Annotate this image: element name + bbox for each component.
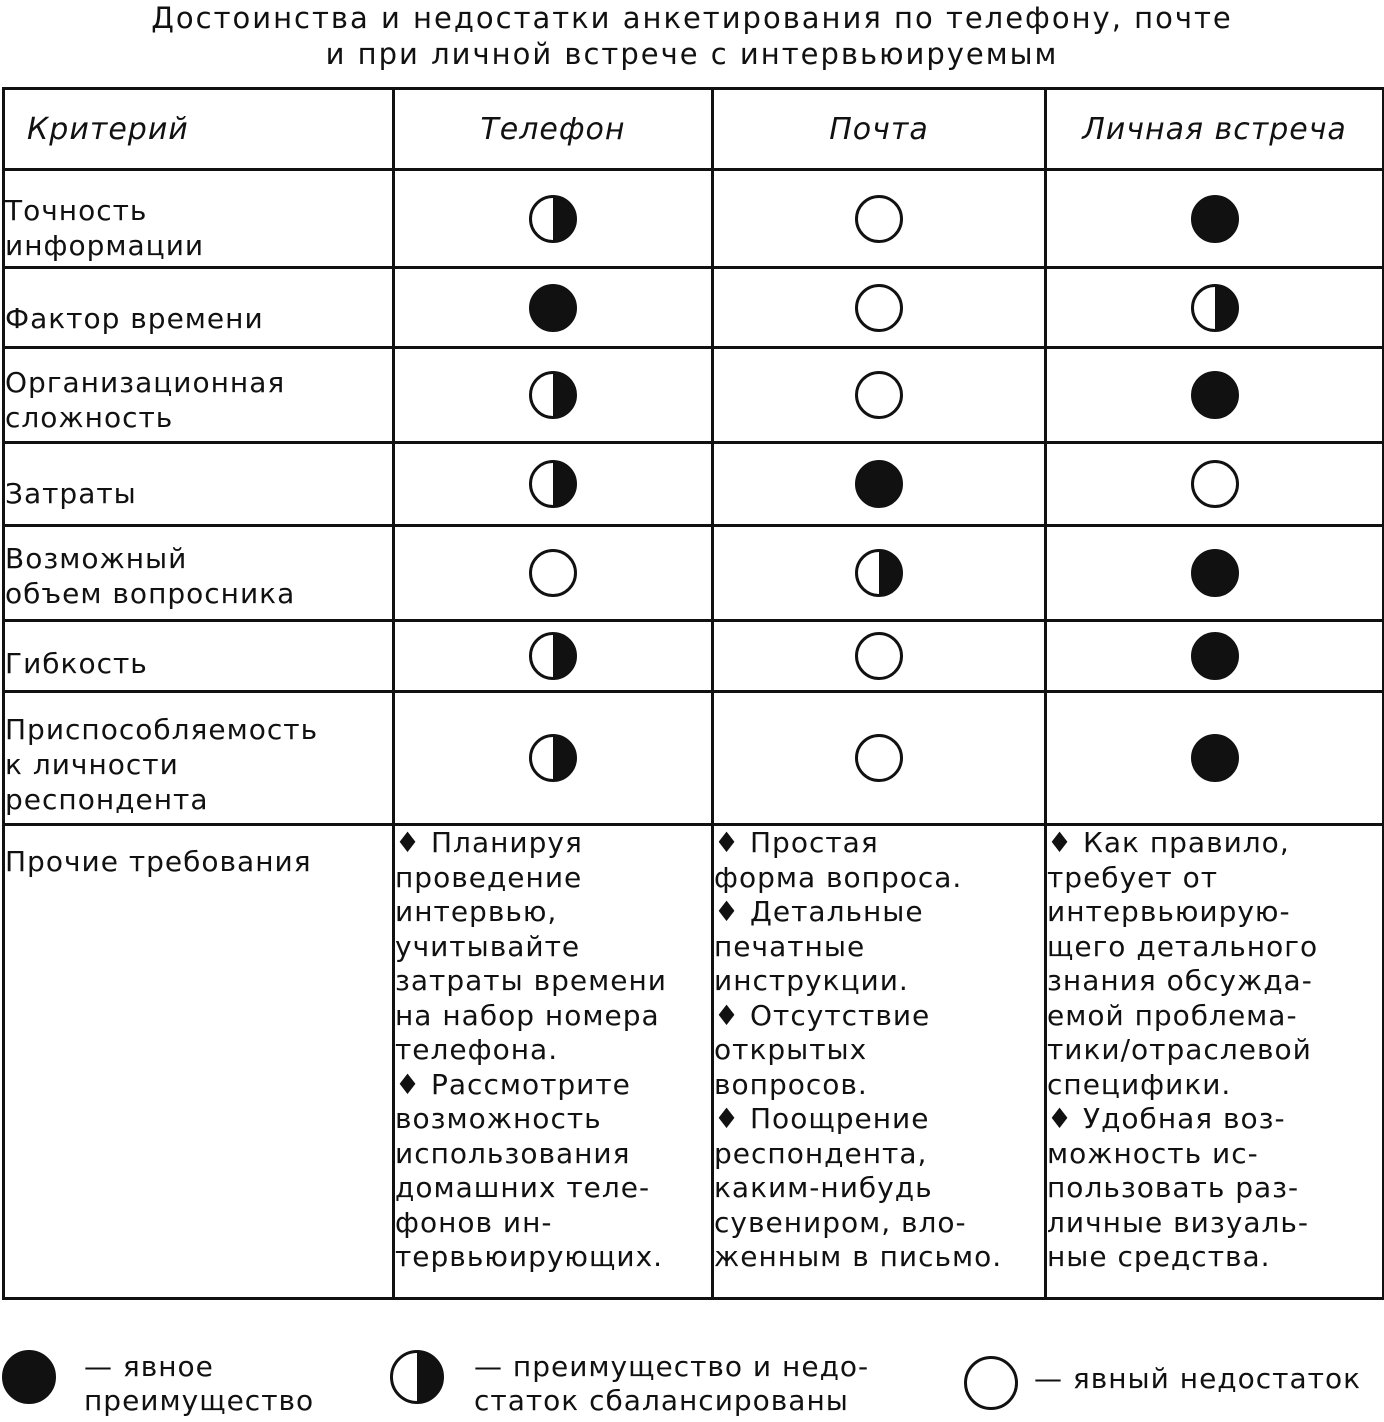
- note-line: форма вопроса.: [714, 860, 963, 894]
- criterion-label-line: Приспособляемость: [5, 712, 319, 746]
- table-row: [4, 170, 1384, 268]
- table-row: [4, 443, 1384, 526]
- note-line: ♦ Детальные: [714, 895, 924, 928]
- note-line: ♦ Как правило,: [1047, 826, 1290, 859]
- rating-cell-mail: [713, 268, 1046, 348]
- criterion-label-line: к личности: [5, 747, 179, 781]
- criterion-label-line: Гибкость: [5, 646, 148, 680]
- note-line: сувениром, вло-: [714, 1205, 967, 1239]
- empty-circle-icon: [1191, 460, 1239, 508]
- rating-cell-mail: [713, 621, 1046, 692]
- rating-cell-phone: [394, 268, 713, 348]
- criterion-label: [4, 692, 394, 825]
- rating-cell-mail: [713, 443, 1046, 526]
- half-circle-icon: [529, 371, 577, 419]
- empty-circle-icon: [855, 734, 903, 782]
- criterion-label-line: сложность: [5, 401, 174, 434]
- criterion-label: [4, 443, 394, 526]
- rating-cell-meeting: [1046, 348, 1384, 443]
- half-circle-icon: [855, 549, 903, 597]
- note-line: интервью,: [395, 895, 558, 928]
- note-line: знания обсужда-: [1047, 964, 1313, 997]
- note-line: использования: [395, 1136, 631, 1170]
- full-circle-icon: [2, 1350, 56, 1404]
- note-line: фонов ин-: [395, 1205, 553, 1239]
- rating-cell-mail: [713, 692, 1046, 825]
- header-phone: Телефон: [394, 89, 713, 170]
- note-line: женным в письмо.: [714, 1240, 1003, 1273]
- criterion-label-line: Затраты: [5, 476, 137, 510]
- note-line: респондента,: [714, 1136, 928, 1170]
- note-line: ♦ Поощрение: [714, 1102, 930, 1135]
- header-mail: Почта: [713, 89, 1046, 170]
- full-circle-icon: [1191, 371, 1239, 419]
- half-circle-icon: [529, 460, 577, 508]
- title-line-1: Достоинства и недостатки анкетирования по телефону, почте: [151, 1, 1233, 35]
- half-circle-icon: [390, 1350, 444, 1404]
- note-line: инструкции.: [714, 964, 909, 997]
- empty-circle-icon: [964, 1356, 1018, 1410]
- header-row: [4, 89, 1384, 170]
- half-circle-icon: [529, 632, 577, 680]
- title-line-2: и при личной встрече с интервьюируемым: [325, 37, 1059, 71]
- empty-circle-icon: [855, 632, 903, 680]
- note-line: интервьюирую-: [1047, 895, 1291, 928]
- criterion-label-line: респондента: [5, 782, 209, 816]
- legend-empty: [964, 1356, 1018, 1410]
- note-line: возможность: [395, 1102, 602, 1135]
- note-line: можность ис-: [1047, 1136, 1259, 1170]
- header-criterion: Критерий: [4, 89, 394, 170]
- legend-empty-text: — явный недостаток: [1034, 1362, 1361, 1395]
- full-circle-icon: [1191, 549, 1239, 597]
- criterion-label: Прочие требования: [4, 825, 394, 1299]
- criterion-label-line: Организационная: [5, 366, 286, 399]
- table-row-other-requirements: [4, 825, 1384, 1299]
- rating-cell-phone: [394, 692, 713, 825]
- empty-circle-icon: [855, 284, 903, 332]
- empty-circle-icon: [855, 371, 903, 419]
- note-line: ♦ Отсутствие: [714, 998, 931, 1032]
- rating-cell-phone: [394, 170, 713, 268]
- legend-full: [2, 1350, 56, 1404]
- legend: [0, 1340, 1384, 1422]
- table-row: [4, 268, 1384, 348]
- note-line: каким-нибудь: [714, 1171, 933, 1204]
- note-line: тервьюирующих.: [395, 1240, 664, 1273]
- rating-cell-mail: [713, 170, 1046, 268]
- criterion-label: [4, 268, 394, 348]
- note-line: на набор номера: [395, 998, 660, 1032]
- legend-half-text: — преимущество и недо- статок сбалансированы: [474, 1350, 870, 1417]
- note-line: открытых: [714, 1033, 868, 1066]
- rating-cell-mail: [713, 348, 1046, 443]
- note-line: ♦ Удобная воз-: [1047, 1102, 1286, 1135]
- note-line: ♦ Простая: [714, 826, 879, 859]
- full-circle-icon: [855, 460, 903, 508]
- rating-cell-phone: [394, 443, 713, 526]
- full-circle-icon: [1191, 734, 1239, 782]
- note-line: домашних теле-: [395, 1171, 651, 1204]
- note-line: проведение: [395, 860, 583, 894]
- note-line: учитывайте: [395, 929, 581, 963]
- note-line: щего детального: [1047, 929, 1319, 963]
- criterion-label-line: Фактор времени: [5, 302, 264, 335]
- notes-cell-phone: [394, 825, 713, 1299]
- criterion-label-line: информации: [5, 228, 205, 262]
- full-circle-icon: [529, 284, 577, 332]
- criterion-label: [4, 621, 394, 692]
- comparison-table: [2, 87, 1384, 1300]
- rating-cell-meeting: [1046, 692, 1384, 825]
- criterion-label-line: Точность: [5, 193, 148, 227]
- rating-cell-meeting: [1046, 170, 1384, 268]
- table-row: [4, 692, 1384, 825]
- note-line: требует от: [1047, 860, 1219, 894]
- header-meeting: Личная встреча: [1046, 89, 1384, 170]
- note-line: личные визуаль-: [1047, 1205, 1309, 1239]
- table-row: [4, 621, 1384, 692]
- rating-cell-phone: [394, 526, 713, 621]
- note-line: пользовать раз-: [1047, 1171, 1300, 1204]
- empty-circle-icon: [529, 549, 577, 597]
- rating-cell-meeting: [1046, 526, 1384, 621]
- legend-full-text: — явное преимущество: [84, 1350, 315, 1417]
- note-line: затраты времени: [395, 964, 667, 997]
- table-row: [4, 348, 1384, 443]
- note-line: вопросов.: [714, 1067, 868, 1101]
- half-circle-icon: [1191, 284, 1239, 332]
- full-circle-icon: [1191, 195, 1239, 243]
- note-line: специфики.: [1047, 1067, 1232, 1101]
- legend-half: [390, 1350, 444, 1404]
- criterion-label-line: Возможный: [5, 542, 188, 575]
- rating-cell-meeting: [1046, 268, 1384, 348]
- rating-cell-phone: [394, 348, 713, 443]
- full-circle-icon: [1191, 632, 1239, 680]
- note-line: ♦ Планируя: [395, 826, 583, 859]
- criterion-label: [4, 170, 394, 268]
- note-line: емой проблема-: [1047, 998, 1298, 1032]
- criterion-label: [4, 526, 394, 621]
- empty-circle-icon: [855, 195, 903, 243]
- half-circle-icon: [529, 734, 577, 782]
- notes-cell-mail: [713, 825, 1046, 1299]
- notes-cell-meeting: [1046, 825, 1384, 1299]
- note-line: телефона.: [395, 1033, 559, 1066]
- note-line: тики/отраслевой: [1047, 1033, 1312, 1066]
- rating-cell-phone: [394, 621, 713, 692]
- table-row: [4, 526, 1384, 621]
- rating-cell-meeting: [1046, 443, 1384, 526]
- note-line: ♦ Рассмотрите: [395, 1067, 631, 1101]
- note-line: печатные: [714, 929, 866, 963]
- half-circle-icon: [529, 195, 577, 243]
- page-title: [0, 0, 1384, 72]
- note-line: ные средства.: [1047, 1240, 1271, 1273]
- rating-cell-mail: [713, 526, 1046, 621]
- criterion-label-line: объем вопросника: [5, 577, 296, 610]
- rating-cell-meeting: [1046, 621, 1384, 692]
- criterion-label: [4, 348, 394, 443]
